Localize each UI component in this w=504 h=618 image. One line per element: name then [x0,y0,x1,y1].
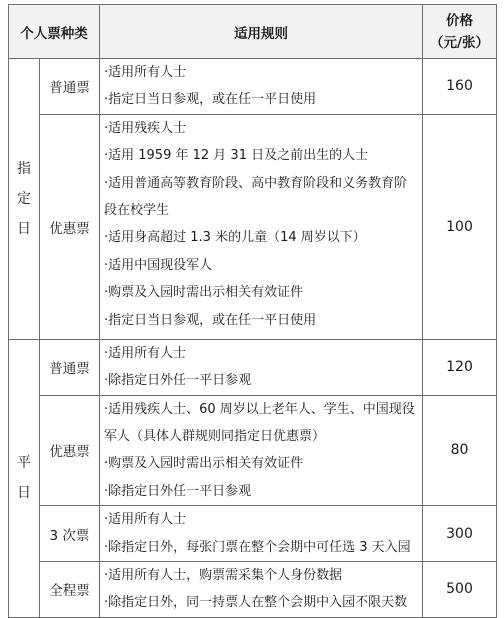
section-category-char: 定 [17,190,31,207]
ticket-type-cell: 优惠票 [40,114,100,339]
section-category-char: 日 [17,220,31,237]
table-header-row [9,5,497,59]
ticket-type-cell: 全程票 [40,562,100,618]
header-price-label: 价格 [446,12,473,29]
section-category-char: 平 [17,455,31,472]
rule-line: ·指定日当日参观，或在任一平日使用 [104,312,317,328]
header-price-unit: （元/张） [430,34,489,51]
ticket-price-cell: 500 [423,562,497,618]
rule-line: ·适用残疾人士 [104,120,187,136]
table-row [9,339,497,395]
rule-line: ·适用所有人士 [104,512,187,528]
ticket-type-cell: 优惠票 [40,395,100,506]
ticket-type-cell: 普通票 [40,339,100,395]
table-row [9,59,497,115]
ticket-price-table [8,4,497,618]
header-rules: 适用规则 [100,5,423,59]
table-row [9,395,497,506]
rule-line: ·除指定日外任一平日参观 [104,483,252,499]
ticket-price-cell: 80 [423,395,497,506]
ticket-rules-cell [100,506,423,562]
rule-line: ·除指定日外，每张门票在整个会期中可任选 3 天入园 [104,539,411,555]
rule-line: ·适用 1959 年 12 月 31 日及之前出生的人士 [104,148,369,164]
section-category-cell [9,59,40,340]
ticket-type-cell: 普通票 [40,59,100,115]
ticket-price-cell: 120 [423,339,497,395]
ticket-rules-cell [100,59,423,115]
rule-line: ·购票及入园时需出示相关有效证件 [104,285,304,301]
rule-line: ·适用普通高等教育阶段、高中教育阶段和义务教育阶段在校学生 [104,175,408,219]
ticket-rules-cell [100,562,423,618]
ticket-rules-cell [100,339,423,395]
section-category-cell [9,339,40,617]
header-ticket-category: 个人票种类 [9,5,100,59]
table-row [9,506,497,562]
ticket-price-cell: 300 [423,506,497,562]
rule-line: ·除指定日外，同一持票人在整个会期中入园不限天数 [104,595,408,611]
rule-line: ·购票及入园时需出示相关有效证件 [104,456,304,472]
table-row [9,114,497,339]
rule-line: ·指定日当日参观，或在任一平日使用 [104,92,317,108]
ticket-rules-cell [100,395,423,506]
header-price [423,5,497,59]
ticket-rules-cell [100,114,423,339]
section-category-char: 日 [17,485,31,502]
ticket-price-table-container [8,4,496,618]
rule-line: ·适用所有人士 [104,65,187,80]
rule-line: ·适用所有人士，购票需采集个人身份数据 [104,568,343,584]
rule-line: ·适用身高超过 1.3 米的儿童（14 周岁以下） [104,230,366,246]
table-row [9,562,497,618]
rule-line: ·除指定日外任一平日参观 [104,373,252,389]
ticket-type-cell: 3 次票 [40,506,100,562]
rule-line: ·适用中国现役军人 [104,257,213,273]
ticket-price-cell: 160 [423,59,497,115]
section-category-char: 指 [17,160,31,177]
ticket-price-cell: 100 [423,114,497,339]
table-body [9,59,497,618]
rule-line: ·适用所有人士 [104,345,187,361]
rule-line: ·适用残疾人士、60 周岁以上老年人、学生、中国现役军人（具体人群规则同指定日优惠票） [104,401,415,445]
